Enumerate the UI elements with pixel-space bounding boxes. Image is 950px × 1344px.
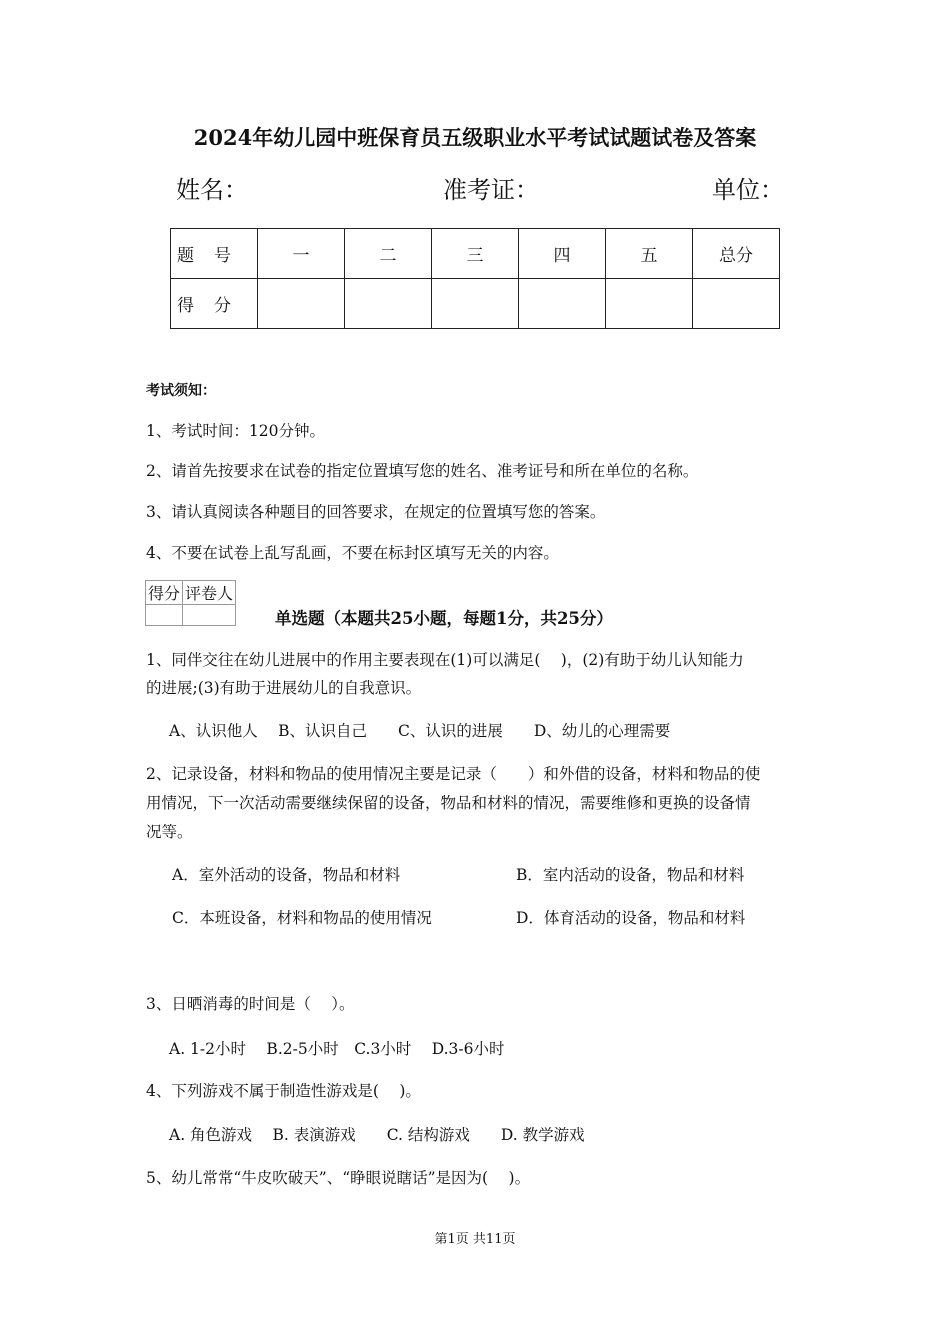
- notice-item: 2、请首先按要求在试卷的指定位置填写您的姓名、准考证号和所在单位的名称。: [146, 462, 699, 480]
- score-cell[interactable]: [258, 279, 345, 329]
- page-title: 2024年幼儿园中班保育员五级职业水平考试试题试卷及答案: [193, 125, 757, 150]
- question-4-options: A. 角色游戏 B. 表演游戏 C. 结构游戏 D. 教学游戏: [169, 1126, 585, 1144]
- question-2-option-c: C．本班设备，材料和物品的使用情况: [172, 909, 432, 927]
- question-1-options: A、认识他人 B、认识自己 C、认识的进展 D、幼儿的心理需要: [169, 722, 671, 740]
- score-table: [170, 228, 780, 329]
- grader-score-cell[interactable]: [146, 605, 183, 626]
- unit-label: 单位：: [712, 176, 784, 204]
- question-1-line: 的进展;(3)有助于进展幼儿的自我意识。: [146, 679, 422, 697]
- question-2-option-d: D．体育活动的设备，物品和材料: [516, 909, 746, 927]
- score-table-col: 总分: [693, 229, 780, 279]
- grader-name-label: 评卷人: [183, 581, 236, 605]
- grader-score-label: 得分: [146, 581, 183, 605]
- grader-name-cell[interactable]: [183, 605, 236, 626]
- score-table-score-row: [171, 279, 780, 329]
- score-cell[interactable]: [432, 279, 519, 329]
- score-table-row-label: 题号: [171, 229, 258, 279]
- grader-box: [145, 580, 236, 626]
- question-3-line: 3、日晒消毒的时间是（ ）。: [146, 995, 355, 1013]
- score-cell[interactable]: [606, 279, 693, 329]
- notice-item: 1、考试时间：120分钟。: [146, 422, 325, 440]
- score-table-col: 二: [345, 229, 432, 279]
- question-2-line: 用情况，下一次活动需要继续保留的设备，物品和材料的情况，需要维修和更换的设备情: [146, 794, 751, 812]
- question-5-line: 5、幼儿常常“牛皮吹破天”、“睁眼说瞎话”是因为( )。: [146, 1169, 531, 1187]
- question-2-option-a: A．室外活动的设备，物品和材料: [172, 866, 401, 884]
- exam-id-label: 准考证：: [443, 176, 539, 204]
- question-2-line: 况等。: [146, 823, 193, 841]
- name-label: 姓名：: [176, 176, 248, 204]
- score-table-col: 四: [519, 229, 606, 279]
- section-title: 单选题（本题共25小题，每题1分，共25分）: [275, 609, 613, 628]
- score-table-col: 五: [606, 229, 693, 279]
- score-cell[interactable]: [519, 279, 606, 329]
- score-table-col: 三: [432, 229, 519, 279]
- score-cell[interactable]: [693, 279, 780, 329]
- page-footer: 第1页 共11页: [434, 1232, 516, 1247]
- question-2-option-b: B．室内活动的设备，物品和材料: [516, 866, 745, 884]
- score-cell[interactable]: [345, 279, 432, 329]
- question-2-line: 2、记录设备，材料和物品的使用情况主要是记录（ ）和外借的设备，材料和物品的使: [146, 765, 761, 783]
- score-table-header-row: [171, 229, 780, 279]
- notice-item: 3、请认真阅读各种题目的回答要求，在规定的位置填写您的答案。: [146, 503, 606, 521]
- question-1-line: 1、同伴交往在幼儿进展中的作用主要表现在(1)可以满足( )，(2)有助于幼儿认知能力: [146, 651, 744, 669]
- notice-item: 4、不要在试卷上乱写乱画，不要在标封区填写无关的内容。: [146, 544, 559, 562]
- notice-title: 考试须知：: [146, 383, 216, 399]
- score-table-col: 一: [258, 229, 345, 279]
- question-3-options: A. 1-2小时 B.2-5小时 C.3小时 D.3-6小时: [169, 1040, 505, 1058]
- question-4-line: 4、下列游戏不属于制造性游戏是( )。: [146, 1082, 421, 1100]
- score-table-row-label: 得分: [171, 279, 258, 329]
